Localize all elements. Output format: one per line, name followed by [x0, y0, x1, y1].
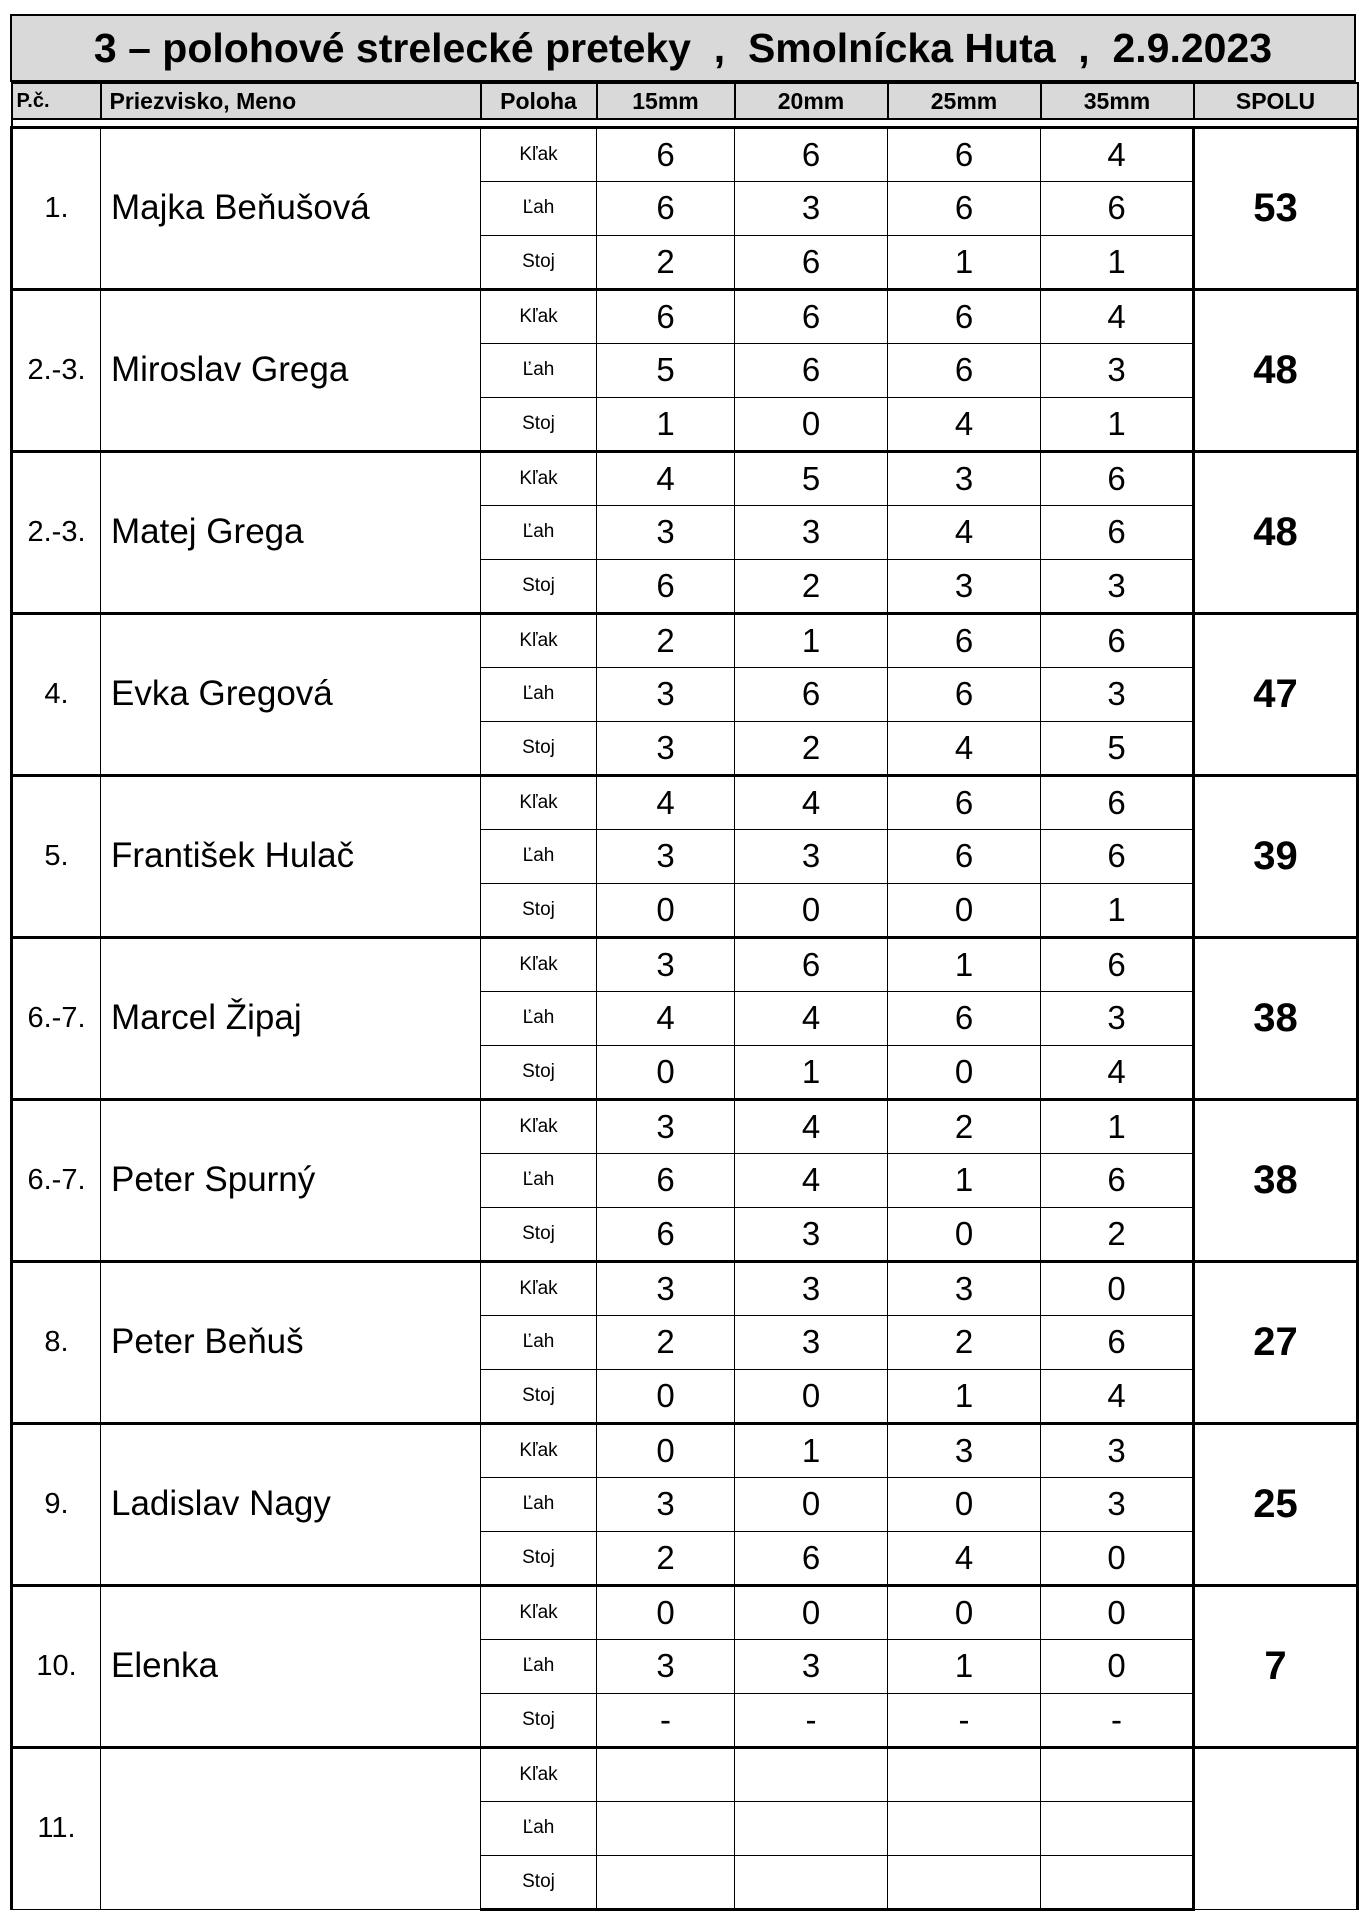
score-25mm: 2	[888, 1315, 1041, 1369]
score-25mm: 6	[888, 829, 1041, 883]
score-15mm	[597, 1747, 735, 1801]
col-header-20mm: 20mm	[735, 83, 888, 119]
score-35mm: 3	[1041, 667, 1194, 721]
total-cell: 25	[1194, 1423, 1358, 1585]
score-35mm: 1	[1041, 235, 1194, 289]
position-cell: Kľak	[481, 289, 597, 343]
col-header-15mm: 15mm	[597, 83, 735, 119]
score-15mm: 3	[597, 1261, 735, 1315]
score-20mm: 3	[735, 181, 888, 235]
score-25mm: 3	[888, 1261, 1041, 1315]
position-cell: Stoj	[481, 235, 597, 289]
name-cell: Miroslav Grega	[101, 289, 481, 451]
score-35mm: 2	[1041, 1207, 1194, 1261]
score-25mm	[888, 1801, 1041, 1855]
table-row	[12, 775, 1358, 829]
score-15mm: 0	[597, 1045, 735, 1099]
score-35mm	[1041, 1801, 1194, 1855]
score-25mm: 1	[888, 235, 1041, 289]
score-15mm: 3	[597, 505, 735, 559]
rank-cell: 9.	[12, 1423, 101, 1585]
rank-cell: 10.	[12, 1585, 101, 1747]
score-20mm: 0	[735, 883, 888, 937]
position-cell: Stoj	[481, 559, 597, 613]
rank-cell: 5.	[12, 775, 101, 937]
score-25mm: 6	[888, 181, 1041, 235]
rank-cell: 2.-3.	[12, 289, 101, 451]
position-cell: Ľah	[481, 991, 597, 1045]
name-cell: František Hulač	[101, 775, 481, 937]
name-cell: Elenka	[101, 1585, 481, 1747]
position-cell: Ľah	[481, 1153, 597, 1207]
score-20mm: 0	[735, 1585, 888, 1639]
rank-cell: 6.-7.	[12, 1099, 101, 1261]
score-35mm: 6	[1041, 1315, 1194, 1369]
position-cell: Stoj	[481, 397, 597, 451]
score-20mm: 6	[735, 289, 888, 343]
score-20mm: 6	[735, 1531, 888, 1585]
position-cell: Kľak	[481, 1099, 597, 1153]
score-25mm: 6	[888, 613, 1041, 667]
position-cell: Ľah	[481, 1315, 597, 1369]
score-15mm: 2	[597, 613, 735, 667]
score-15mm: 6	[597, 559, 735, 613]
table-row	[12, 1747, 1358, 1801]
sheet-title: 3 – polohové strelecké preteky , Smolnícka Huta , 2.9.2023	[10, 14, 1356, 82]
name-cell: Marcel Žipaj	[101, 937, 481, 1099]
score-15mm: 3	[597, 937, 735, 991]
score-25mm: 3	[888, 451, 1041, 505]
results-table	[10, 82, 1359, 1911]
score-20mm: 0	[735, 397, 888, 451]
score-35mm: 0	[1041, 1261, 1194, 1315]
table-row	[12, 1099, 1358, 1153]
score-25mm: 3	[888, 559, 1041, 613]
score-25mm: 1	[888, 1369, 1041, 1423]
score-25mm: 6	[888, 343, 1041, 397]
position-cell: Stoj	[481, 883, 597, 937]
score-35mm	[1041, 1747, 1194, 1801]
score-20mm: 3	[735, 1261, 888, 1315]
score-20mm: 0	[735, 1369, 888, 1423]
score-25mm: 1	[888, 1153, 1041, 1207]
score-20mm: 3	[735, 1207, 888, 1261]
score-35mm: 0	[1041, 1585, 1194, 1639]
results-sheet	[10, 14, 1356, 1911]
score-35mm: 6	[1041, 829, 1194, 883]
score-20mm: 6	[735, 937, 888, 991]
name-cell: Evka Gregová	[101, 613, 481, 775]
total-cell: 48	[1194, 289, 1358, 451]
score-35mm: 0	[1041, 1531, 1194, 1585]
total-cell	[1194, 1747, 1358, 1909]
score-25mm: 6	[888, 127, 1041, 181]
name-cell: Ladislav Nagy	[101, 1423, 481, 1585]
score-15mm: 1	[597, 397, 735, 451]
total-cell: 27	[1194, 1261, 1358, 1423]
score-20mm: 3	[735, 505, 888, 559]
table-row	[12, 1585, 1358, 1639]
score-35mm: 6	[1041, 181, 1194, 235]
name-cell: Majka Beňušová	[101, 127, 481, 289]
score-15mm: 4	[597, 991, 735, 1045]
rank-cell: 8.	[12, 1261, 101, 1423]
score-35mm: 6	[1041, 937, 1194, 991]
score-20mm: 4	[735, 775, 888, 829]
score-35mm: 4	[1041, 289, 1194, 343]
score-25mm: 6	[888, 991, 1041, 1045]
name-cell: Peter Beňuš	[101, 1261, 481, 1423]
score-20mm: 2	[735, 721, 888, 775]
position-cell: Kľak	[481, 1261, 597, 1315]
score-25mm	[888, 1855, 1041, 1909]
total-cell: 48	[1194, 451, 1358, 613]
score-15mm: 6	[597, 1153, 735, 1207]
score-35mm: 3	[1041, 1477, 1194, 1531]
score-15mm: 2	[597, 1531, 735, 1585]
position-cell: Kľak	[481, 1585, 597, 1639]
score-20mm: 6	[735, 667, 888, 721]
rank-cell: 4.	[12, 613, 101, 775]
score-25mm: 4	[888, 397, 1041, 451]
position-cell: Ľah	[481, 1801, 597, 1855]
score-15mm: 3	[597, 1639, 735, 1693]
score-20mm	[735, 1801, 888, 1855]
score-25mm: 0	[888, 1477, 1041, 1531]
score-15mm: 3	[597, 1099, 735, 1153]
name-cell	[101, 1747, 481, 1909]
position-cell: Ľah	[481, 505, 597, 559]
score-20mm: 1	[735, 1423, 888, 1477]
score-15mm: 4	[597, 775, 735, 829]
results-body	[12, 127, 1358, 1909]
rank-cell: 2.-3.	[12, 451, 101, 613]
score-15mm: 6	[597, 181, 735, 235]
score-25mm: 6	[888, 667, 1041, 721]
score-25mm: 4	[888, 1531, 1041, 1585]
score-35mm: 6	[1041, 1153, 1194, 1207]
rank-cell: 1.	[12, 127, 101, 289]
position-cell: Kľak	[481, 1747, 597, 1801]
score-15mm: 6	[597, 127, 735, 181]
score-20mm: 6	[735, 343, 888, 397]
position-cell: Stoj	[481, 1693, 597, 1747]
score-20mm: 4	[735, 991, 888, 1045]
total-cell: 7	[1194, 1585, 1358, 1747]
col-header-name: Priezvisko, Meno	[101, 83, 481, 119]
score-35mm: 1	[1041, 1099, 1194, 1153]
score-15mm: 0	[597, 1369, 735, 1423]
score-15mm: 2	[597, 1315, 735, 1369]
score-35mm: 6	[1041, 775, 1194, 829]
position-cell: Kľak	[481, 451, 597, 505]
score-25mm: 2	[888, 1099, 1041, 1153]
score-20mm: 4	[735, 1099, 888, 1153]
score-35mm: 4	[1041, 127, 1194, 181]
score-25mm: 0	[888, 883, 1041, 937]
col-header-rank: P.č.	[12, 83, 101, 119]
score-35mm: 3	[1041, 1423, 1194, 1477]
score-35mm: -	[1041, 1693, 1194, 1747]
table-row	[12, 127, 1358, 181]
position-cell: Kľak	[481, 613, 597, 667]
score-25mm: 4	[888, 721, 1041, 775]
score-25mm: -	[888, 1693, 1041, 1747]
score-20mm: -	[735, 1693, 888, 1747]
table-row	[12, 937, 1358, 991]
score-20mm: 0	[735, 1477, 888, 1531]
total-cell: 53	[1194, 127, 1358, 289]
score-35mm	[1041, 1855, 1194, 1909]
score-35mm: 1	[1041, 397, 1194, 451]
score-25mm: 4	[888, 505, 1041, 559]
score-35mm: 1	[1041, 883, 1194, 937]
score-25mm: 0	[888, 1585, 1041, 1639]
score-25mm	[888, 1747, 1041, 1801]
position-cell: Stoj	[481, 1207, 597, 1261]
score-15mm	[597, 1801, 735, 1855]
score-15mm: 3	[597, 829, 735, 883]
score-25mm: 3	[888, 1423, 1041, 1477]
score-20mm: 3	[735, 1315, 888, 1369]
score-20mm: 6	[735, 127, 888, 181]
score-15mm: 2	[597, 235, 735, 289]
table-row	[12, 1423, 1358, 1477]
score-15mm: 3	[597, 721, 735, 775]
total-cell: 38	[1194, 1099, 1358, 1261]
score-35mm: 4	[1041, 1045, 1194, 1099]
rank-cell: 6.-7.	[12, 937, 101, 1099]
position-cell: Kľak	[481, 937, 597, 991]
score-15mm: 0	[597, 1423, 735, 1477]
score-15mm: 3	[597, 1477, 735, 1531]
score-15mm: 0	[597, 1585, 735, 1639]
score-20mm: 3	[735, 829, 888, 883]
total-cell: 47	[1194, 613, 1358, 775]
score-15mm: 6	[597, 289, 735, 343]
score-20mm	[735, 1747, 888, 1801]
score-25mm: 0	[888, 1207, 1041, 1261]
position-cell: Kľak	[481, 127, 597, 181]
score-25mm: 1	[888, 1639, 1041, 1693]
score-25mm: 6	[888, 775, 1041, 829]
score-20mm: 1	[735, 1045, 888, 1099]
table-row	[12, 1261, 1358, 1315]
header-row	[12, 83, 1358, 119]
score-15mm: 4	[597, 451, 735, 505]
col-header-35mm: 35mm	[1041, 83, 1194, 119]
score-15mm: -	[597, 1693, 735, 1747]
position-cell: Ľah	[481, 181, 597, 235]
score-15mm: 3	[597, 667, 735, 721]
position-cell: Ľah	[481, 343, 597, 397]
score-15mm: 5	[597, 343, 735, 397]
score-20mm: 3	[735, 1639, 888, 1693]
score-20mm: 1	[735, 613, 888, 667]
score-35mm: 3	[1041, 991, 1194, 1045]
score-35mm: 3	[1041, 343, 1194, 397]
table-row	[12, 451, 1358, 505]
score-25mm: 6	[888, 289, 1041, 343]
position-cell: Ľah	[481, 829, 597, 883]
score-20mm: 4	[735, 1153, 888, 1207]
score-15mm: 0	[597, 883, 735, 937]
score-15mm	[597, 1855, 735, 1909]
position-cell: Ľah	[481, 1477, 597, 1531]
score-35mm: 5	[1041, 721, 1194, 775]
name-cell: Peter Spurný	[101, 1099, 481, 1261]
position-cell: Stoj	[481, 1369, 597, 1423]
position-cell: Stoj	[481, 721, 597, 775]
position-cell: Kľak	[481, 775, 597, 829]
score-20mm: 2	[735, 559, 888, 613]
score-35mm: 6	[1041, 505, 1194, 559]
score-15mm: 6	[597, 1207, 735, 1261]
score-25mm: 1	[888, 937, 1041, 991]
col-header-total: SPOLU	[1194, 83, 1358, 119]
score-35mm: 3	[1041, 559, 1194, 613]
score-20mm: 5	[735, 451, 888, 505]
table-row	[12, 289, 1358, 343]
col-header-25mm: 25mm	[888, 83, 1041, 119]
position-cell: Stoj	[481, 1855, 597, 1909]
rank-cell: 11.	[12, 1747, 101, 1909]
position-cell: Stoj	[481, 1531, 597, 1585]
table-row	[12, 613, 1358, 667]
name-cell: Matej Grega	[101, 451, 481, 613]
score-35mm: 0	[1041, 1639, 1194, 1693]
position-cell: Kľak	[481, 1423, 597, 1477]
score-35mm: 4	[1041, 1369, 1194, 1423]
total-cell: 39	[1194, 775, 1358, 937]
score-20mm	[735, 1855, 888, 1909]
position-cell: Ľah	[481, 667, 597, 721]
position-cell: Ľah	[481, 1639, 597, 1693]
total-cell: 38	[1194, 937, 1358, 1099]
score-35mm: 6	[1041, 451, 1194, 505]
position-cell: Stoj	[481, 1045, 597, 1099]
score-25mm: 0	[888, 1045, 1041, 1099]
score-35mm: 6	[1041, 613, 1194, 667]
col-header-position: Poloha	[481, 83, 597, 119]
score-20mm: 6	[735, 235, 888, 289]
